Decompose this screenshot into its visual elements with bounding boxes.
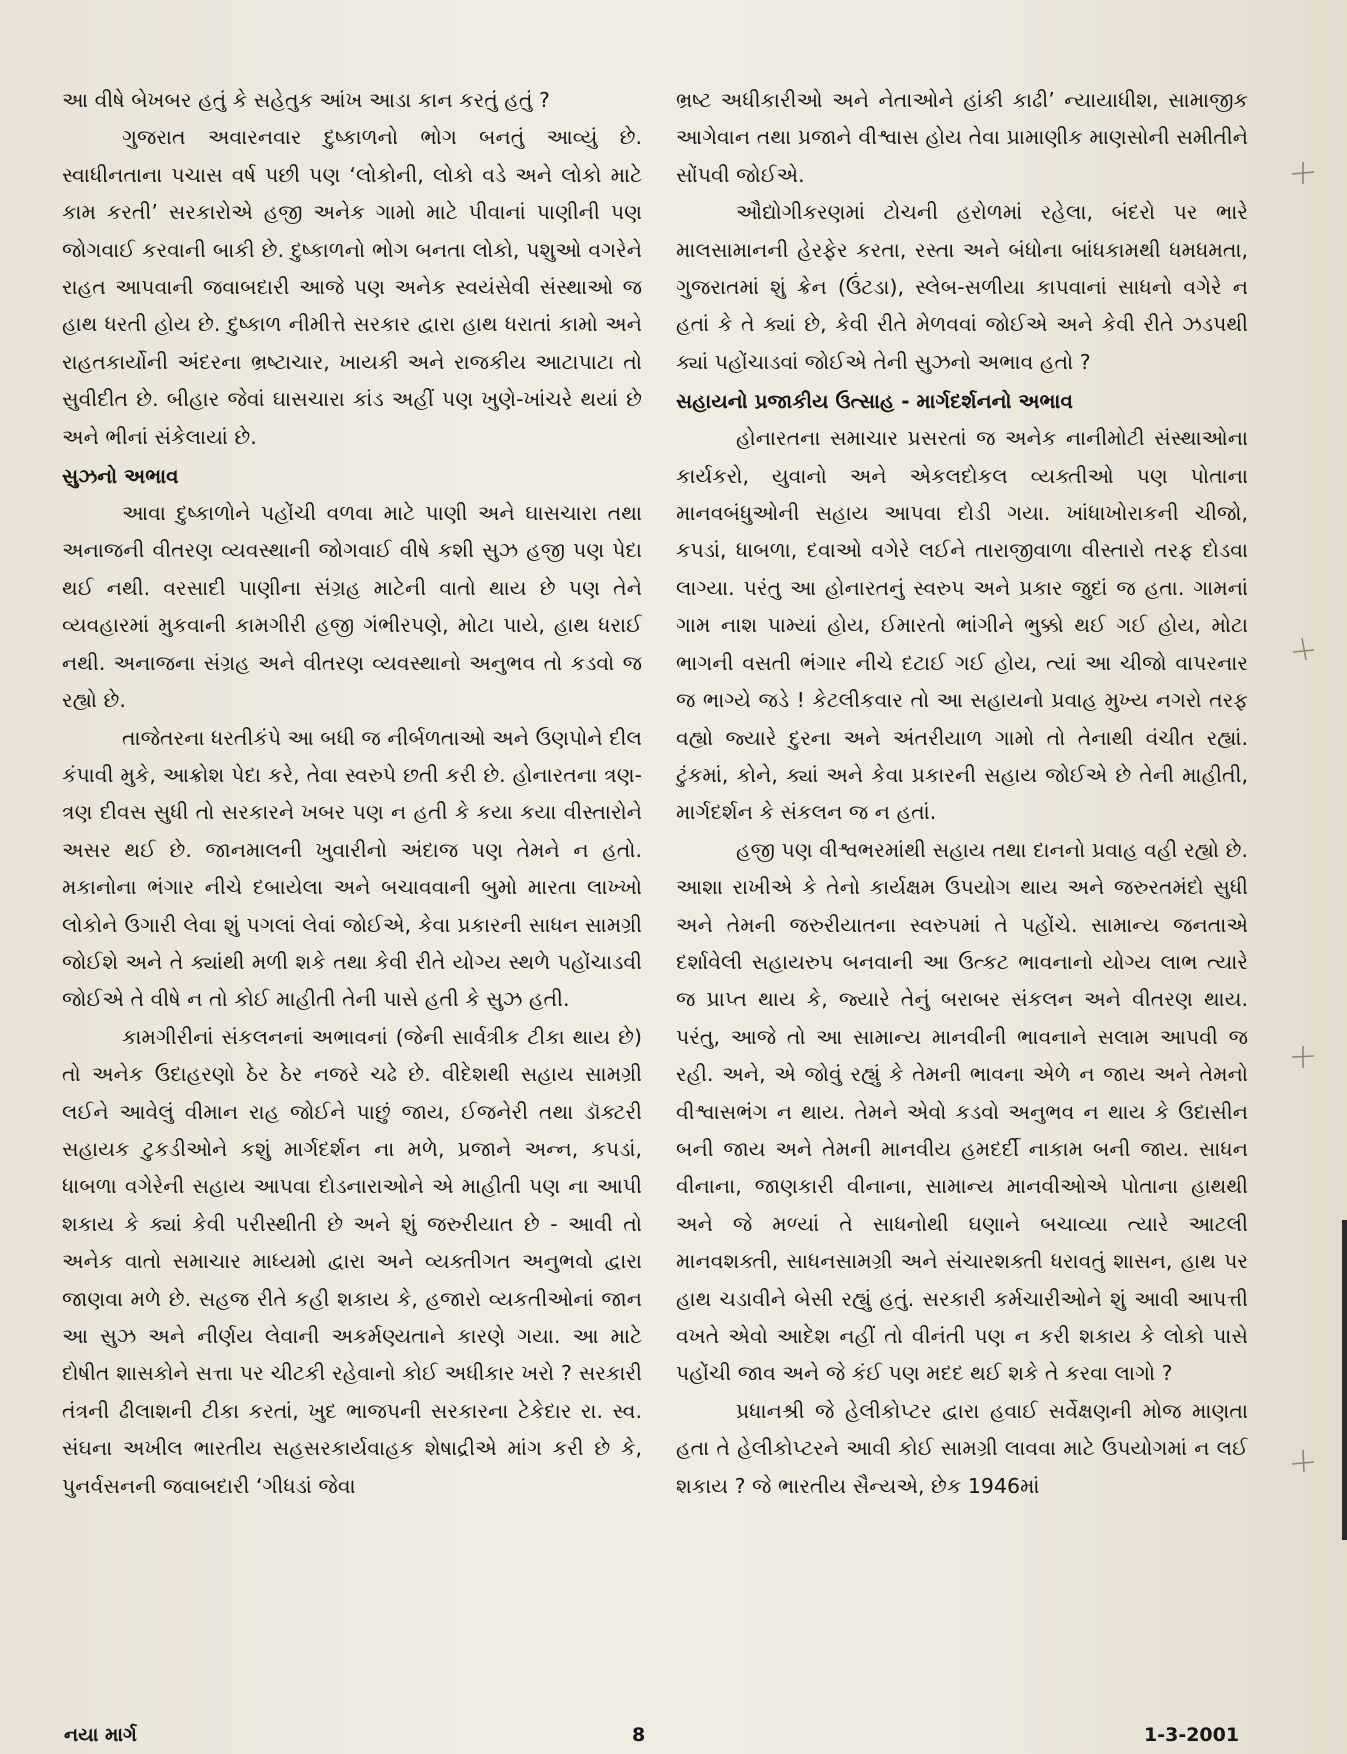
paragraph: કામગીરીનાં સંકલનનાં અભાવનાં (જેની સાર્વત્રીક ટીકા થાય છે) તો અનેક ઉદાહરણો ઠેર ઠેર નજરે ચઢે છે. વીદેશથી સહાય સામગ્રી લઈને આવેલું વીમાન રાહ જોઈને પાછું જાય, ઈજનેરી તથા ડૉક્ટરી સહાયક ટુકડીઓને કશું માર્ગદર્શન ના મળે, પ્રજાને અન્ન, કપડાં, ધાબળા વગેરેની સહાય આપવા દોડનારાઓને એ માહીતી પણ ના આપી શકાય કે ક્યાં કેવી પરીસ્થીતી છે અને શું જરુરીયાત છે - આવી તો અનેક વાતો સમાચાર માધ્યમો દ્વારા અને વ્યક્તીગત અનુભવો દ્વારા જાણવા મળે છે. સહજ રીતે કહી શકાય કે, હજારો વ્યકતીઓનાં જાન આ સુઝ અને નીર્ણય લેવાની અકર્મણ્યતાને કારણે ગયા. આ માટે દોષીત શાસકોને સત્તા પર ચીટકી રહેવાનો કોઈ અધીકાર ખરો ? સરકારી તંત્રની ઢીલાશની ટીકા કરતાં, ખુદ ભાજપની સરકારના ટેકેદાર રા. સ્વ. સંઘના અખીલ ભારતીય સહસરકાર્યવાહક શેષાદ્રીએ માંગ કરી છે કે, પુનર્વસનની જવાબદારી ‘ગીધડાં જેવા [62, 1024, 642, 1498]
page-number: 8 [632, 1724, 646, 1746]
right-column [676, 82, 1248, 1722]
page-edge-shadow [1342, 1220, 1347, 1540]
binding-hole-mark-icon [1290, 1448, 1316, 1474]
paragraph: ગુજરાત અવારનવાર દુષ્કાળનો ભોગ બનતું આવ્યું છે. સ્વાધીનતાના પચાસ વર્ષ પછી પણ ‘લોકોની, લોકો વડે અને લોકો માટે કામ કરતી’ સરકારોએ હજી અનેક ગામો માટે પીવાનાં પાણીની પણ જોગવાઈ કરવાની બાકી છે. દુષ્કાળનો ભોગ બનતા લોકો, પશુઓ વગરેને રાહત આપવાની જવાબદારી આજે પણ અનેક સ્વયંસેવી સંસ્થાઓ જ હાથ ધરતી હોય છે. દુષ્કાળ નીમીત્તે સરકાર દ્વારા હાથ ધરાતાં કામો અને રાહતકાર્યોની અંદરના ભ્રષ્ટાચાર, ખાયકી અને રાજકીય આટાપાટા તો સુવીદીત છે. બીહાર જેવાં ઘાસચારા કાંડ અહીં પણ ખુણે-ખાંચરે થયાં છે અને ભીનાં સંકેલાયાં છે. [62, 125, 642, 449]
section-heading: સહાયનો પ્રજાકીય ઉત્સાહ - માર્ગદર્શનનો અભાવ [676, 389, 1073, 414]
paragraph: આવા દુષ્કાળોને પહોંચી વળવા માટે પાણી અને ઘાસચારા તથા અનાજની વીતરણ વ્યવસ્થાની જોગવાઈ વીષે કશી સુઝ હજી પણ પેદા થઈ નથી. વરસાદી પાણીના સંગ્રહ માટેની વાતો થાય છે પણ તેને વ્યવહારમાં મુકવાની કામગીરી હજી ગંભીરપણે, મોટા પાયે, હાથ ધરાઈ નથી. અનાજના સંગ્રહ અને વીતરણ વ્યવસ્થાનો અનુભવ તો કડવો જ રહ્યો છે. [62, 501, 642, 713]
left-column [62, 82, 642, 1722]
paragraph: હોનારતના સમાચાર પ્રસરતાં જ અનેક નાનીમોટી સંસ્થાઓના કાર્યકરો, યુવાનો અને એકલદોકલ વ્યક્તીઓ પણ પોતાના માનવબંધુઓની સહાય આપવા દોડી ગયા. ખાંધાખોરાકની ચીજો, કપડાં, ધાબળા, દવાઓ વગેરે લઈને તારાજીવાળા વીસ્તારો તરફ દોડવા લાગ્યા. પરંતુ આ હોનારતનું સ્વરુપ અને પ્રકાર જુદાં જ હતા. ગામનાં ગામ નાશ પામ્યાં હોય, ઈમારતો ભાંગીને ભુક્કો થઈ ગઈ હોય, મોટા ભાગની વસતી ભંગાર નીચે દટાઈ ગઈ હોય, ત્યાં આ ચીજો વાપરનાર જ ભાગ્યે જડે ! કેટલીકવાર તો આ સહાયનો પ્રવાહ મુખ્ય નગરો તરફ વહ્યો જ્યારે દુરના અને અંતરીયાળ ગામો તો તેનાથી વંચીત રહ્યાં. ટુંકમાં, કોને, ક્યાં અને કેવા પ્રકારની સહાય જોઈએ છે તેની માહીતી, માર્ગદર્શન કે સંકલન જ ન હતાં. [676, 426, 1248, 825]
issue-date: 1-3-2001 [1144, 1724, 1240, 1746]
binding-hole-mark-icon [1290, 160, 1316, 186]
paragraph: ઔદ્યોગીકરણમાં ટોચની હરોળમાં રહેલા, બંદરો પર ભારે માલસામાનની હેરફેર કરતા, રસ્તા અને બંધોના બાંધકામથી ધમધમતા, ગુજરાતમાં શું ક્રેન (ઉંટડા), સ્લેબ-સળીયા કાપવાનાં સાધનો વગેરે ન હતાં કે તે ક્યાં છે, કેવી રીતે મેળવવાં જોઈએ અને કેવી રીતે ઝડપથી ક્યાં પહોંચાડવાં જોઈએ તેની સુઝનો અભાવ હતો ? [676, 200, 1248, 374]
paragraph: તાજેતરના ધરતીકંપે આ બધી જ નીર્બળતાઓ અને ઉણપોને દીલ કંપાવી મુકે, આક્રોશ પેદા કરે, તેવા સ્વરુપે છતી કરી છે. હોનારતના ત્રણ-ત્રણ દીવસ સુધી તો સરકારને ખબર પણ ન હતી કે કયા કયા વીસ્તારોને અસર થઈ છે. જાનમાલની ખુવારીનો અંદાજ પણ તેમને ન હતો. મકાનોના ભંગાર નીચે દબાયેલા અને બચાવવાની બુમો મારતા લાખ્ખો લોકોને ઉગારી લેવા શું પગલાં લેવાં જોઈએ, કેવા પ્રકારની સાધન સામગ્રી જોઈશે અને તે ક્યાંથી મળી શકે તથા કેવી રીતે યોગ્ય સ્થળે પહોંચાડવી જોઈએ તે વીષે ન તો કોઈ માહીતી તેની પાસે હતી કે સુઝ હતી. [62, 725, 642, 1012]
page-footer [0, 1722, 1347, 1752]
binding-hole-mark-icon [1290, 636, 1316, 662]
section-heading: સુઝનો અભાવ [62, 464, 179, 489]
binding-hole-mark-icon [1290, 1044, 1316, 1070]
magazine-name: નયા માર્ગ [64, 1724, 137, 1746]
paragraph: હજી પણ વીશ્વભરમાંથી સહાય તથા દાનનો પ્રવાહ વહી રહ્યો છે. આશા રાખીએ કે તેનો કાર્યક્ષમ ઉપયોગ થાય અને જરુરતમંદો સુધી અને તેમની જરુરીયાતના સ્વરુપમાં તે પહોંચે. સામાન્ય જનતાએ દર્શાવેલી સહાયરુપ બનવાની આ ઉત્કટ ભાવનાનો યોગ્ય લાભ ત્યારે જ પ્રાપ્ત થાય કે, જ્યારે તેનું બરાબર સંકલન અને વીતરણ થાય. પરંતુ, આજે તો આ સામાન્ય માનવીની ભાવનાને સલામ આપવી જ રહી. અને, એ જોવું રહ્યું કે તેમની ભાવના એળે ન જાય અને તેમનો વીશ્વાસભંગ ન થાય. તેમને એવો કડવો અનુભવ ન થાય કે ઉદાસીન બની જાય અને તેમની માનવીય હમદર્દી નાકામ બની જાય. સાધન વીનાના, જાણકારી વીનાના, સામાન્ય માનવીઓએ પોતાના હાથથી અને જે મળ્યાં તે સાધનોથી ઘણાને બચાવ્યા ત્યારે આટલી માનવશક્તી, સાધનસામગ્રી અને સંચારશક્તી ધરાવતું શાસન, હાથ પર હાથ ચડાવીને બેસી રહ્યું હતું. સરકારી કર્મચારીઓને શું આવી આપત્તી વખતે એવો આદેશ નહીં તો વીનંતી પણ ન કરી શકાય કે લોકો પાસે પહોંચી જાવ અને જે કંઈ પણ મદદ થઈ શકે તે કરવા લાગો ? [676, 837, 1248, 1386]
paragraph: પ્રધાનશ્રી જે હેલીકોપ્ટર દ્વારા હવાઈ સર્વેક્ષણની મોજ માણતા હતા તે હેલીકોપ્ટરને આવી કોઈ સામગ્રી લાવવા માટે ઉપયોગમાં ન લઈ શકાય ? જે ભારતીય સૈન્યએ, છેક 1946માં [676, 1398, 1248, 1498]
paragraph: આ વીષે બેખબર હતું કે સહેતુક આંખ આડા કાન કરતું હતું ? [62, 88, 550, 112]
paragraph: ભ્રષ્ટ અધીકારીઓ અને નેતાઓને હાંકી કાઢી’ ન્યાયાધીશ, સામાજીક આગેવાન તથા પ્રજાને વીશ્વાસ હોય તેવા પ્રામાણીક માણસોની સમીતીને સોંપવી જોઈએ. [676, 88, 1248, 187]
